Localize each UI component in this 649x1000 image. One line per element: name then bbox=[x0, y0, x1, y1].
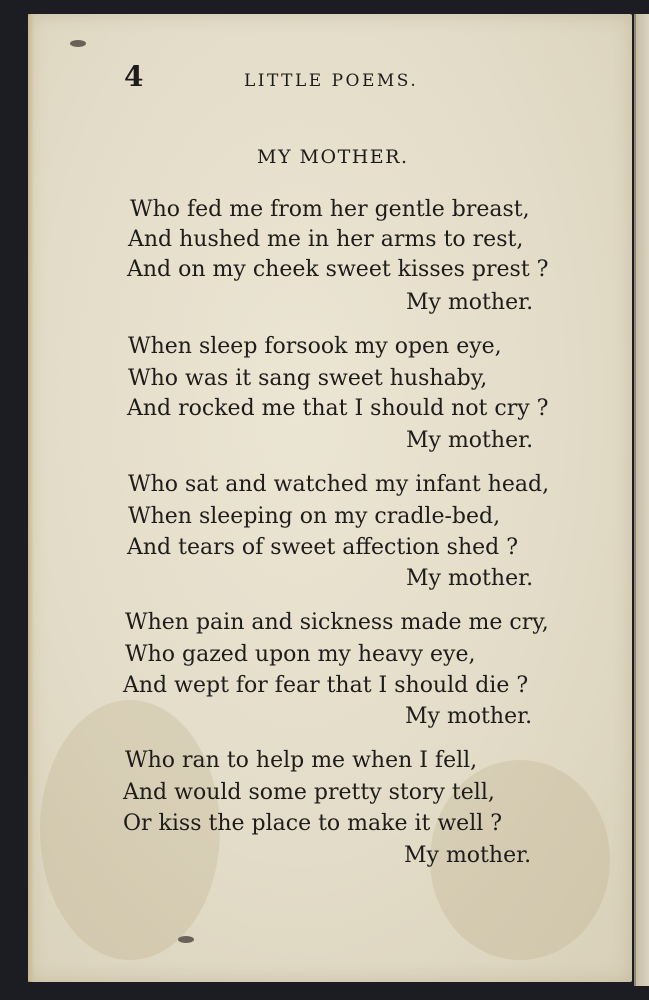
refrain: My mother. bbox=[404, 843, 532, 868]
poem-line: Who sat and watched my infant head, bbox=[128, 472, 550, 497]
poem-line: Or kiss the place to make it well ? bbox=[123, 811, 503, 836]
poem-line: Who ran to help me when I fell, bbox=[125, 748, 478, 773]
poem-title: MY MOTHER. bbox=[257, 146, 409, 168]
facing-page-edge bbox=[634, 14, 649, 986]
poem-line: And rocked me that I should not cry ? bbox=[127, 396, 549, 421]
poem-line: And wept for fear that I should die ? bbox=[123, 673, 529, 698]
poem-line: When pain and sickness made me cry, bbox=[125, 610, 549, 635]
refrain: My mother. bbox=[405, 704, 533, 729]
refrain: My mother. bbox=[406, 428, 534, 453]
poem-line: Who was it sang sweet hushaby, bbox=[128, 366, 488, 391]
page-number: 4 bbox=[124, 60, 144, 93]
poem-line: And tears of sweet affection shed ? bbox=[127, 535, 519, 560]
poem-line: Who gazed upon my heavy eye, bbox=[125, 642, 476, 667]
ink-spot bbox=[70, 40, 86, 47]
poem-line: And hushed me in her arms to rest, bbox=[128, 227, 524, 252]
poem-line: And would some pretty story tell, bbox=[123, 780, 495, 805]
page-binding-edge bbox=[28, 14, 34, 982]
ink-spot bbox=[178, 936, 194, 943]
refrain: My mother. bbox=[406, 290, 534, 315]
running-head: LITTLE POEMS. bbox=[244, 71, 419, 91]
poem-line: Who fed me from her gentle breast, bbox=[130, 197, 530, 222]
poem-line: When sleep forsook my open eye, bbox=[128, 334, 502, 359]
poem-line: When sleeping on my cradle-bed, bbox=[128, 504, 501, 529]
refrain: My mother. bbox=[406, 566, 534, 591]
poem-line: And on my cheek sweet kisses prest ? bbox=[127, 257, 549, 282]
